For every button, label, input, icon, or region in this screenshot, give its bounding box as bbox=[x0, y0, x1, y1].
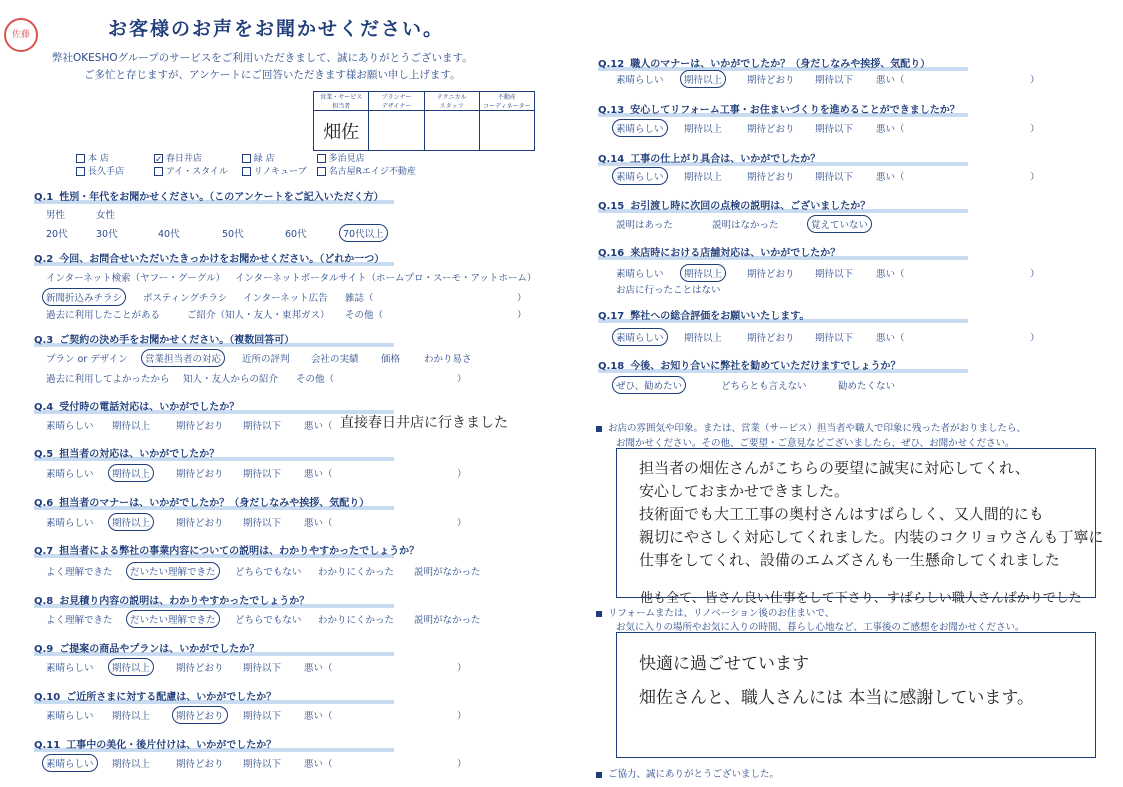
answer-option-selected[interactable]: 期待以上 bbox=[108, 464, 154, 482]
question-text: ご提案の商品やプランは、いかがでしたか？ bbox=[59, 644, 260, 655]
question-number: Q.15 bbox=[598, 201, 625, 212]
question-number: Q.3 bbox=[34, 335, 54, 346]
question-16-title bbox=[598, 244, 840, 259]
answer-option-selected[interactable]: 素晴らしい bbox=[612, 328, 668, 346]
option-paren: ） bbox=[457, 663, 467, 674]
question-number: Q.6 bbox=[34, 498, 54, 509]
question-text: 今後、お知り合いに弊社を勧めていただけますでしょうか？ bbox=[630, 361, 901, 372]
staff-value[interactable] bbox=[479, 111, 534, 151]
staff-header: 営業・サービス 担当者 bbox=[314, 92, 369, 111]
question-12-title bbox=[598, 55, 930, 70]
answer-option[interactable]: 悪い（ bbox=[876, 124, 905, 135]
staff-value[interactable]: 畑佐 bbox=[314, 111, 369, 151]
answer-option[interactable]: 悪い（ bbox=[304, 663, 333, 674]
answer-option[interactable]: プラン or デザイン bbox=[46, 354, 128, 365]
answer-option[interactable]: 期待どおり bbox=[747, 269, 795, 280]
comment-line: 担当者の畑佐さんがこちらの要望に誠実に対応してくれ、 bbox=[639, 459, 1030, 477]
answer-option[interactable]: わかり易さ bbox=[424, 354, 472, 365]
question-15-title bbox=[598, 197, 870, 212]
question-1-title bbox=[34, 188, 384, 203]
answer-option[interactable]: 期待どおり bbox=[747, 124, 795, 135]
option-paren: ） bbox=[1030, 333, 1040, 344]
question-number: Q.5 bbox=[34, 449, 54, 460]
question-text: 今回、お問合せいただいたきっかけをお聞かせください。（どれか一つ） bbox=[59, 254, 385, 265]
question-number: Q.16 bbox=[598, 248, 625, 259]
answer-option-selected[interactable]: 新聞折込みチラシ bbox=[42, 288, 126, 306]
answer-option[interactable]: インターネット検索（ヤフー・グーグル） bbox=[46, 273, 226, 284]
option-paren: ） bbox=[1030, 269, 1040, 280]
answer-option[interactable]: 知人・友人からの紹介 bbox=[183, 374, 279, 385]
comment2-prompt: リフォームまたは、リノベーション後のお住まいで、 bbox=[596, 605, 834, 619]
answer-option[interactable]: 期待以下 bbox=[815, 172, 854, 183]
answer-option[interactable]: 価格 bbox=[381, 354, 401, 365]
answer-option[interactable]: 悪い（ bbox=[876, 333, 905, 344]
store-option[interactable]: 本 店 bbox=[76, 151, 151, 164]
answer-option[interactable]: 男性 bbox=[46, 210, 66, 221]
answer-option[interactable]: 期待以上 bbox=[684, 172, 723, 183]
answer-option[interactable]: インターネット広告 bbox=[243, 293, 328, 304]
question-number: Q.10 bbox=[34, 692, 61, 703]
answer-option[interactable]: 期待以下 bbox=[815, 124, 854, 135]
store-row-2 bbox=[76, 164, 416, 177]
question-text: 安心してリフォーム工事・お住まいづくりを進めることができましたか？ bbox=[630, 105, 960, 116]
answer-option[interactable]: どちらでもない bbox=[235, 615, 302, 626]
question-text: 性別・年代をお聞かせください。（このアンケートをご記入いただく方） bbox=[59, 192, 384, 203]
answer-option[interactable]: 期待以下 bbox=[243, 421, 282, 432]
store-option[interactable]: アイ・スタイル bbox=[154, 164, 239, 177]
question-text: 工事の仕上がり具合は、いかがでしたか？ bbox=[630, 154, 821, 165]
answer-option[interactable]: 勧めたくない bbox=[838, 381, 896, 392]
option-paren: ） bbox=[1030, 172, 1040, 183]
question-text: 工事中の美化・後片付けは、いかがでしたか？ bbox=[66, 740, 277, 751]
comment1-prompt-2: お聞かせください。その他、ご要望・ご意見などございましたら、ぜひ、お聞かせください。 bbox=[616, 438, 1015, 449]
answer-option[interactable]: 悪い（ bbox=[876, 75, 905, 86]
question-number: Q.9 bbox=[34, 644, 54, 655]
answer-option[interactable]: 期待以下 bbox=[243, 711, 282, 722]
answer-option-selected[interactable]: 素晴らしい bbox=[612, 167, 668, 185]
answer-option[interactable]: よく理解できた bbox=[46, 615, 113, 626]
answer-option[interactable]: どちらでもない bbox=[235, 567, 302, 578]
answer-option[interactable]: 期待どおり bbox=[747, 172, 795, 183]
answer-option[interactable]: 素晴らしい bbox=[46, 469, 94, 480]
checkbox[interactable] bbox=[76, 167, 85, 176]
answer-option[interactable]: ご紹介（知人・友人・東邦ガス） bbox=[187, 310, 330, 321]
comment-line: 安心しておまかせできました。 bbox=[639, 482, 850, 500]
checkbox[interactable] bbox=[242, 167, 251, 176]
staff-header: テクニカル スタッフ bbox=[424, 92, 479, 111]
answer-option-selected[interactable]: 期待以上 bbox=[108, 658, 154, 676]
comment2-text bbox=[639, 647, 1034, 715]
answer-option[interactable]: 期待どおり bbox=[176, 469, 224, 480]
question-text: 担当者のマナーは、いかがでしたか？（身だしなみや挨拶、気配り） bbox=[59, 498, 370, 509]
comment-line: 快適に過ごせています bbox=[639, 654, 809, 674]
option-paren: ） bbox=[457, 759, 467, 770]
answer-option-selected[interactable]: 70代以上 bbox=[339, 224, 388, 242]
answer-option[interactable]: 期待以上 bbox=[112, 759, 151, 770]
answer-option-selected[interactable]: 営業担当者の対応 bbox=[141, 349, 225, 367]
staff-header: 不動産 コーディネーター bbox=[479, 92, 534, 111]
question-6-title bbox=[34, 494, 369, 509]
question-text: 受付時の電話対応は、いかがでしたか？ bbox=[59, 402, 240, 413]
answer-option-selected[interactable]: 素晴らしい bbox=[612, 119, 668, 137]
answer-option[interactable]: 期待以上 bbox=[112, 421, 151, 432]
staff-value[interactable] bbox=[369, 111, 424, 151]
answer-option[interactable]: 悪い（ bbox=[304, 421, 333, 432]
answer-option[interactable]: 説明がなかった bbox=[414, 567, 481, 578]
handwritten-note: 直接春日井店に行きました bbox=[340, 415, 508, 431]
answer-option[interactable]: 期待以上 bbox=[684, 124, 723, 135]
option-paren: ） bbox=[1030, 75, 1040, 86]
seal-stamp: 佐藤 bbox=[4, 18, 38, 52]
answer-option[interactable]: 素晴らしい bbox=[46, 711, 94, 722]
store-option[interactable]: 名古屋Rエイジ不動産 bbox=[317, 167, 416, 177]
answer-option[interactable]: 期待以下 bbox=[815, 75, 854, 86]
answer-option[interactable]: 20代 bbox=[46, 229, 68, 240]
question-3-title bbox=[34, 331, 294, 346]
staff-table bbox=[313, 91, 535, 151]
store-row-1 bbox=[76, 151, 365, 164]
intro-line-1: 弊社OKESHOグループのサービスをご利用いただきまして、誠にありがとうございます。 bbox=[52, 52, 473, 64]
answer-option[interactable]: その他（ bbox=[296, 374, 335, 385]
answer-option[interactable]: 会社の実績 bbox=[311, 354, 359, 365]
bullet-square-icon bbox=[596, 611, 602, 617]
answer-option[interactable]: 期待以上 bbox=[112, 711, 151, 722]
question-text: 弊社への総合評価をお願いいたします。 bbox=[630, 311, 810, 322]
answer-option[interactable]: 期待以上 bbox=[684, 333, 723, 344]
checkbox[interactable] bbox=[317, 154, 326, 163]
question-11-title bbox=[34, 736, 276, 751]
option-paren: ） bbox=[457, 374, 467, 385]
question-text: ご契約の決め手をお聞かせください。（複数回答可） bbox=[59, 335, 295, 346]
answer-option[interactable]: 40代 bbox=[158, 229, 180, 240]
store-option[interactable]: 緑 店 bbox=[242, 151, 314, 164]
question-text: ご近所さまに対する配慮は、いかがでしたか？ bbox=[66, 692, 277, 703]
answer-option[interactable]: わかりにくかった bbox=[318, 615, 395, 626]
store-option[interactable]: 長久手店 bbox=[76, 164, 151, 177]
intro-line-2: ご多忙と存じますが、アンケートにご回答いただきます様お願い申し上げます。 bbox=[84, 69, 461, 81]
answer-option-selected[interactable]: 覚えていない bbox=[807, 215, 872, 233]
checkbox[interactable] bbox=[242, 154, 251, 163]
answer-option[interactable]: 悪い（ bbox=[876, 269, 905, 280]
option-paren: ） bbox=[457, 518, 467, 529]
answer-option[interactable]: 悪い（ bbox=[304, 518, 333, 529]
answer-option[interactable]: 雑誌（ bbox=[345, 293, 374, 304]
footer-thanks: ご協力、誠にありがとうございました。 bbox=[596, 766, 779, 780]
answer-option[interactable]: 近所の評判 bbox=[242, 354, 290, 365]
comment-line: 仕事をしてくれ、設備のエムズさんも一生懸命してくれました bbox=[639, 551, 1060, 569]
comment-line: 親切にやさしく対応してくれました。内装のコクリョウさんも丁寧に bbox=[639, 528, 1104, 546]
question-text: 来店時における店舗対応は、いかがでしたか？ bbox=[630, 248, 841, 259]
question-2-title bbox=[34, 250, 384, 265]
answer-option[interactable]: お店に行ったことはない bbox=[616, 285, 721, 296]
answer-option-selected[interactable]: だいたい理解できた bbox=[126, 610, 220, 628]
question-text: お見積り内容の説明は、わかりやすかったでしょうか？ bbox=[59, 596, 310, 607]
comment2-prompt-2: お気に入りの場所やお気に入りの時間、暮らし心地など、工事後のご感想をお聞かせください。 bbox=[616, 622, 1025, 633]
answer-option[interactable]: 悪い（ bbox=[876, 172, 905, 183]
bullet-square-icon bbox=[596, 772, 602, 778]
question-13-title bbox=[598, 101, 960, 116]
answer-option[interactable]: 素晴らしい bbox=[46, 421, 94, 432]
answer-option[interactable]: よく理解できた bbox=[46, 567, 113, 578]
question-number: Q.11 bbox=[34, 740, 61, 751]
page-title: お客様のお声をお聞かせください。 bbox=[108, 18, 445, 40]
answer-option[interactable]: 50代 bbox=[222, 229, 244, 240]
option-paren: ） bbox=[517, 293, 527, 304]
question-17-title bbox=[598, 307, 809, 322]
answer-option[interactable]: 期待以下 bbox=[815, 333, 854, 344]
question-18-title bbox=[598, 357, 901, 372]
comment1-text bbox=[639, 457, 1109, 572]
answer-option[interactable]: 悪い（ bbox=[304, 711, 333, 722]
question-number: Q.14 bbox=[598, 154, 625, 165]
option-paren: ） bbox=[1030, 124, 1040, 135]
question-8-title bbox=[34, 592, 309, 607]
staff-header: プランナー デザイナー bbox=[369, 92, 424, 111]
answer-option[interactable]: 女性 bbox=[96, 210, 116, 221]
answer-option[interactable]: 過去に利用したことがある bbox=[46, 310, 161, 321]
answer-option[interactable]: 期待どおり bbox=[747, 75, 795, 86]
comment-line: 技術面でも大工工事の奥村さんはすばらしく、又人間的にも bbox=[639, 505, 1044, 523]
question-text: 担当者の対応は、いかがでしたか？ bbox=[59, 449, 220, 460]
answer-option[interactable]: どちらとも言えない bbox=[721, 381, 807, 392]
answer-option[interactable]: 説明はあった bbox=[616, 220, 673, 231]
answer-option[interactable]: 過去に利用してよかったから bbox=[46, 374, 170, 385]
answer-option[interactable]: インターネットポータルサイト（ホームプロ・スーモ・アットホーム） bbox=[235, 273, 537, 284]
question-text: 担当者による弊社の事業内容についての説明は、わかりやすかったでしょうか？ bbox=[59, 546, 420, 557]
answer-option[interactable]: 説明がなかった bbox=[414, 615, 481, 626]
question-number: Q.1 bbox=[34, 192, 54, 203]
question-number: Q.17 bbox=[598, 311, 625, 322]
comment-line: 畑佐さんと、職人さんには 本当に感謝しています。 bbox=[639, 688, 1035, 708]
answer-option-selected[interactable]: だいたい理解できた bbox=[126, 562, 220, 580]
store-option[interactable]: リノキューブ bbox=[242, 164, 314, 177]
question-text: お引渡し時に次回の点検の説明は、ございましたか？ bbox=[630, 201, 871, 212]
question-number: Q.8 bbox=[34, 596, 54, 607]
comment1-box[interactable] bbox=[616, 448, 1104, 598]
bullet-square-icon bbox=[596, 426, 602, 432]
answer-option[interactable]: 期待どおり bbox=[747, 333, 795, 344]
staff-value[interactable] bbox=[424, 111, 479, 151]
comment1-prompt: お店の雰囲気や印象。または、営業（サービス）担当者や職人で印象に残った者がおりましたら、 bbox=[596, 420, 1026, 434]
answer-option[interactable]: 期待どおり bbox=[176, 663, 224, 674]
question-number: Q.13 bbox=[598, 105, 625, 116]
question-number: Q.2 bbox=[34, 254, 54, 265]
checkbox-checked[interactable]: ✓ bbox=[154, 155, 163, 165]
answer-option[interactable]: 期待以下 bbox=[243, 469, 282, 480]
answer-option[interactable]: 素晴らしい bbox=[46, 663, 94, 674]
answer-option[interactable]: ポスティングチラシ bbox=[143, 293, 228, 304]
checkbox[interactable] bbox=[76, 154, 85, 163]
checkbox[interactable] bbox=[317, 167, 326, 176]
answer-option-selected[interactable]: 期待以上 bbox=[108, 513, 154, 531]
answer-option[interactable]: 素晴らしい bbox=[46, 518, 94, 529]
answer-option[interactable]: 期待どおり bbox=[176, 518, 224, 529]
question-5-title bbox=[34, 445, 219, 460]
checkbox[interactable] bbox=[154, 167, 163, 176]
comment2-box[interactable] bbox=[616, 632, 1096, 758]
answer-option-selected[interactable]: ぜひ、勧めたい bbox=[612, 376, 686, 394]
option-paren: ） bbox=[457, 469, 467, 480]
question-number: Q.12 bbox=[598, 59, 625, 70]
answer-option-selected[interactable]: 期待どおり bbox=[172, 706, 228, 724]
question-10-title bbox=[34, 688, 276, 703]
answer-option[interactable]: 期待以下 bbox=[243, 663, 282, 674]
store-option[interactable]: ✓ 春日井店 bbox=[154, 154, 202, 165]
answer-option[interactable]: 悪い（ bbox=[304, 759, 333, 770]
store-option[interactable]: 多治見店 bbox=[317, 154, 365, 164]
answer-option[interactable]: 素晴らしい bbox=[616, 75, 664, 86]
answer-option[interactable]: 期待以下 bbox=[243, 518, 282, 529]
answer-option[interactable]: 30代 bbox=[96, 229, 118, 240]
answer-option[interactable]: 説明はなかった bbox=[712, 220, 779, 231]
question-text: 職人のマナーは、いかがでしたか？（身だしなみや挨拶、気配り） bbox=[630, 59, 931, 70]
answer-option[interactable]: 期待以下 bbox=[815, 269, 854, 280]
comment1-overflow-line: 他も全て、皆さん良い仕事をして下さり、すばらしい職人さんばかりでした bbox=[640, 591, 1082, 606]
option-paren: ） bbox=[457, 711, 467, 722]
answer-option[interactable]: わかりにくかった bbox=[318, 567, 395, 578]
question-14-title bbox=[598, 150, 820, 165]
question-number: Q.18 bbox=[598, 361, 625, 372]
answer-option-selected[interactable]: 期待以上 bbox=[680, 264, 726, 282]
answer-option-selected[interactable]: 素晴らしい bbox=[42, 754, 98, 772]
answer-option[interactable]: 60代 bbox=[285, 229, 307, 240]
answer-option[interactable]: 悪い（ bbox=[304, 469, 333, 480]
answer-option[interactable]: 期待どおり bbox=[176, 759, 224, 770]
answer-option[interactable]: その他（ bbox=[345, 310, 384, 321]
question-7-title bbox=[34, 542, 419, 557]
option-paren: ） bbox=[517, 310, 527, 321]
answer-option[interactable]: 素晴らしい bbox=[616, 269, 664, 280]
question-number: Q.4 bbox=[34, 402, 54, 413]
question-number: Q.7 bbox=[34, 546, 54, 557]
answer-option-selected[interactable]: 期待以上 bbox=[680, 70, 726, 88]
answer-option[interactable]: 期待どおり bbox=[176, 421, 224, 432]
question-4-title bbox=[34, 398, 239, 413]
question-9-title bbox=[34, 640, 259, 655]
answer-option[interactable]: 期待以下 bbox=[243, 759, 282, 770]
